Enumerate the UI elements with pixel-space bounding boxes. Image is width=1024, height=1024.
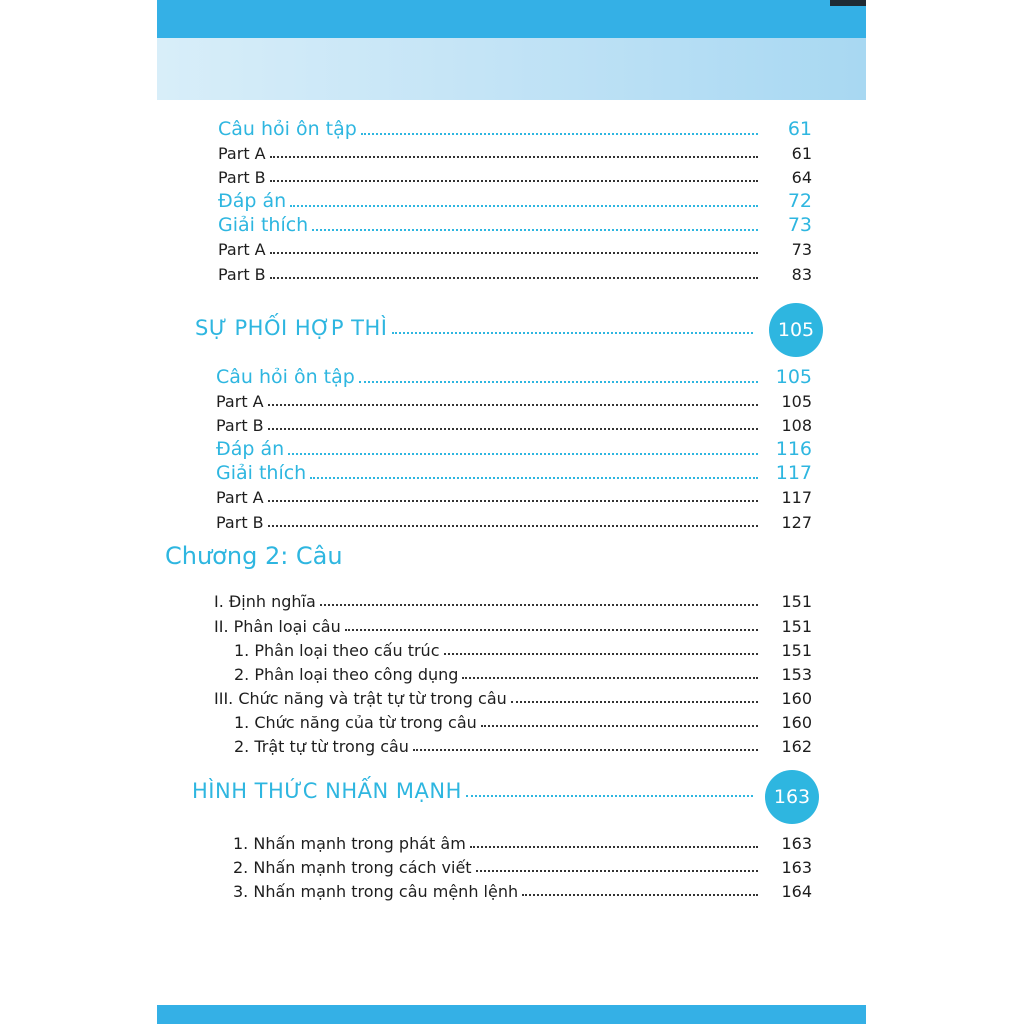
toc-entry-page: 105 bbox=[781, 392, 812, 411]
toc-page bbox=[157, 0, 866, 1024]
toc-entry-page: 127 bbox=[781, 513, 812, 532]
toc-entry-page: 73 bbox=[791, 240, 812, 259]
toc-entry[interactable] bbox=[214, 617, 812, 636]
toc-entry-label: Part A bbox=[218, 240, 266, 259]
toc-entry-label: Part B bbox=[216, 416, 264, 435]
toc-entry-page: 151 bbox=[781, 592, 812, 611]
section-page-badge: 163 bbox=[765, 770, 819, 824]
toc-entry-page: 117 bbox=[781, 488, 812, 507]
toc-entry-label: 1. Nhấn mạnh trong phát âm bbox=[233, 834, 466, 853]
toc-entry-label: Giải thích bbox=[216, 462, 307, 484]
toc-entry[interactable] bbox=[216, 513, 812, 532]
leader-dots bbox=[361, 133, 758, 135]
toc-entry-label: Part B bbox=[216, 513, 264, 532]
leader-dots bbox=[466, 795, 753, 797]
toc-entry[interactable] bbox=[216, 488, 812, 507]
toc-entry-page: 64 bbox=[791, 168, 812, 187]
leader-dots bbox=[522, 894, 758, 896]
toc-entry-label: Câu hỏi ôn tập bbox=[218, 118, 357, 140]
toc-entry[interactable] bbox=[218, 214, 812, 236]
toc-entry[interactable] bbox=[216, 438, 812, 460]
leader-dots bbox=[270, 252, 758, 254]
bottom-bar bbox=[157, 1005, 866, 1024]
header-band bbox=[157, 38, 866, 100]
toc-entry-page: 72 bbox=[787, 190, 812, 212]
leader-dots bbox=[290, 205, 758, 207]
leader-dots bbox=[270, 277, 758, 279]
toc-entry-page: 83 bbox=[791, 265, 812, 284]
toc-entry-label: 1. Chức năng của từ trong câu bbox=[234, 713, 477, 732]
toc-entry[interactable] bbox=[216, 392, 812, 411]
toc-entry-page: 151 bbox=[781, 617, 812, 636]
toc-entry[interactable] bbox=[234, 641, 812, 660]
toc-entry-page: 160 bbox=[781, 713, 812, 732]
section-entry-emphasis[interactable] bbox=[192, 779, 757, 803]
leader-dots bbox=[270, 180, 758, 182]
leader-dots bbox=[470, 846, 758, 848]
leader-dots bbox=[511, 701, 758, 703]
toc-entry-page: 73 bbox=[787, 214, 812, 236]
toc-entry-label: Part B bbox=[218, 265, 266, 284]
leader-dots bbox=[444, 653, 759, 655]
section-title: HÌNH THỨC NHẤN MẠNH bbox=[192, 779, 462, 803]
leader-dots bbox=[320, 604, 758, 606]
toc-entry-label: 2. Phân loại theo công dụng bbox=[234, 665, 459, 684]
toc-entry-label: II. Phân loại câu bbox=[214, 617, 341, 636]
section-entry-tense[interactable] bbox=[195, 316, 757, 340]
top-bar-edge bbox=[830, 0, 866, 6]
toc-entry[interactable] bbox=[218, 118, 812, 140]
leader-dots bbox=[312, 229, 758, 231]
leader-dots bbox=[413, 749, 758, 751]
leader-dots bbox=[481, 725, 758, 727]
toc-entry-label: Giải thích bbox=[218, 214, 309, 236]
toc-entry[interactable] bbox=[234, 737, 812, 756]
toc-entry-page: 151 bbox=[781, 641, 812, 660]
leader-dots bbox=[359, 381, 758, 383]
toc-entry-page: 116 bbox=[775, 438, 812, 460]
toc-entry[interactable] bbox=[233, 834, 812, 853]
leader-dots bbox=[288, 453, 758, 455]
leader-dots bbox=[476, 870, 758, 872]
toc-entry[interactable] bbox=[216, 416, 812, 435]
toc-entry-page: 108 bbox=[781, 416, 812, 435]
toc-entry-label: 2. Nhấn mạnh trong cách viết bbox=[233, 858, 472, 877]
toc-entry-label: Câu hỏi ôn tập bbox=[216, 366, 355, 388]
toc-entry[interactable] bbox=[214, 592, 812, 611]
toc-entry[interactable] bbox=[233, 882, 812, 901]
toc-entry-label: 2. Trật tự từ trong câu bbox=[234, 737, 409, 756]
toc-entry-page: 61 bbox=[791, 144, 812, 163]
toc-entry[interactable] bbox=[218, 144, 812, 163]
toc-entry-label: Part A bbox=[216, 392, 264, 411]
chapter-title[interactable]: Chương 2: Câu bbox=[165, 542, 343, 570]
toc-entry-page: 163 bbox=[781, 834, 812, 853]
toc-entry-label: I. Định nghĩa bbox=[214, 592, 316, 611]
toc-entry[interactable] bbox=[216, 462, 812, 484]
toc-entry[interactable] bbox=[218, 168, 812, 187]
toc-entry-page: 117 bbox=[775, 462, 812, 484]
toc-entry[interactable] bbox=[218, 190, 812, 212]
toc-entry-page: 153 bbox=[781, 665, 812, 684]
toc-entry-label: 3. Nhấn mạnh trong câu mệnh lệnh bbox=[233, 882, 519, 901]
toc-entry-label: III. Chức năng và trật tự từ trong câu bbox=[214, 689, 507, 708]
section-page-badge: 105 bbox=[769, 303, 823, 357]
toc-entry-page: 61 bbox=[787, 118, 812, 140]
toc-entry-page: 162 bbox=[781, 737, 812, 756]
toc-entry-label: Đáp án bbox=[218, 190, 287, 212]
toc-entry-label: Part A bbox=[218, 144, 266, 163]
leader-dots bbox=[268, 428, 758, 430]
toc-entry[interactable] bbox=[233, 858, 812, 877]
toc-entry-label: 1. Phân loại theo cấu trúc bbox=[234, 641, 440, 660]
toc-entry-label: Part B bbox=[218, 168, 266, 187]
toc-entry-page: 163 bbox=[781, 858, 812, 877]
toc-entry[interactable] bbox=[234, 713, 812, 732]
toc-entry-page: 160 bbox=[781, 689, 812, 708]
leader-dots bbox=[268, 404, 758, 406]
leader-dots bbox=[392, 332, 754, 334]
toc-entry[interactable] bbox=[216, 366, 812, 388]
toc-entry-label: Đáp án bbox=[216, 438, 285, 460]
leader-dots bbox=[268, 525, 758, 527]
toc-entry-page: 105 bbox=[775, 366, 812, 388]
leader-dots bbox=[345, 629, 758, 631]
toc-entry-page: 164 bbox=[781, 882, 812, 901]
leader-dots bbox=[310, 477, 758, 479]
toc-entry-label: Part A bbox=[216, 488, 264, 507]
toc-entry[interactable] bbox=[218, 240, 812, 259]
leader-dots bbox=[462, 677, 758, 679]
top-bar bbox=[157, 0, 866, 38]
leader-dots bbox=[268, 500, 758, 502]
toc-entry[interactable] bbox=[214, 689, 812, 708]
leader-dots bbox=[270, 156, 758, 158]
toc-entry[interactable] bbox=[234, 665, 812, 684]
section-title: SỰ PHỐI HỢP THÌ bbox=[195, 316, 388, 340]
toc-entry[interactable] bbox=[218, 265, 812, 284]
